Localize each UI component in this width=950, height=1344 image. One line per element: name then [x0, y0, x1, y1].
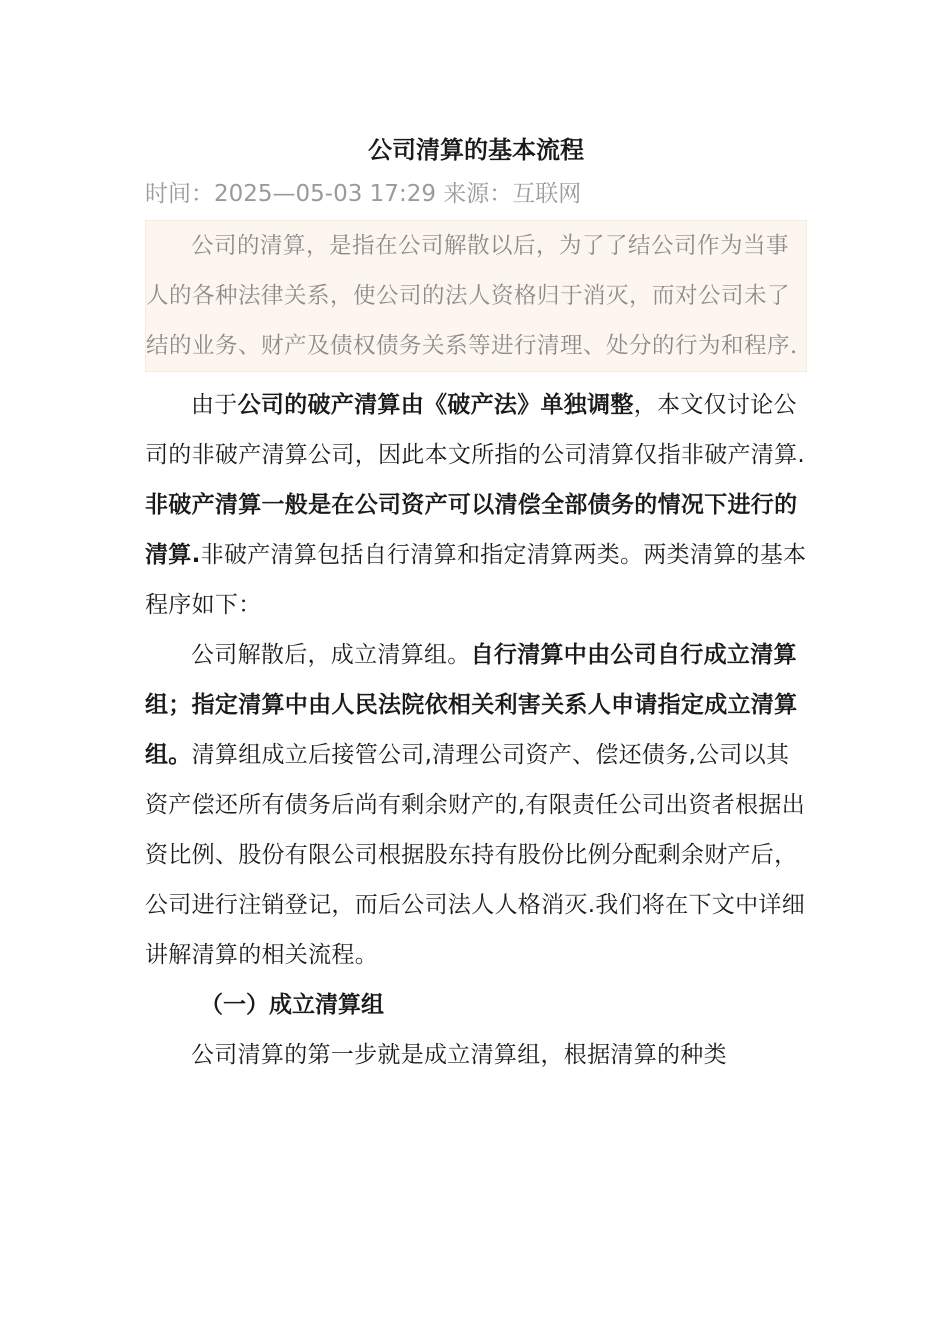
- bold-run: 非破产清算一般是在公司资产可以清偿全部债务的情况下进行的清算.: [145, 492, 798, 568]
- article-summary: 公司的清算，是指在公司解散以后，为了了结公司作为当事人的各种法律关系，使公司的法人资格归于消灭，而对公司未了结的业务、财产及债权债务关系等进行清理、处分的行为和程序.: [145, 220, 807, 372]
- text-run: 公司解散后，成立清算组。: [191, 642, 471, 668]
- text-run: 非破产清算包括自行清算和指定清算两类。两类清算的基本程序如下：: [145, 542, 807, 618]
- text-run: ，本文仅讨论公司的非破产清算公司，因此本文所指的公司清算仅指非破产清算.: [145, 392, 806, 468]
- article-title: 公司清算的基本流程: [368, 136, 584, 164]
- text-run: 清算组成立后接管公司,清理公司资产、偿还债务,公司以其资产偿还所有债务后尚有剩余财产的,有限责任公司出资者根据出资比例、股份有限公司根据股东持有股份比例分配剩余财产后，公司进行注销登记，而后公司法人人格消灭.我们将在下文中详细讲解清算的相关流程。: [145, 742, 806, 968]
- paragraph-section1: 公司清算的第一步就是成立清算组，根据清算的种类: [191, 1042, 727, 1068]
- bold-run: 自行清算中由公司自行成立清算组；指定清算中由人民法院依相关利害关系人申请指定成立清算组。: [145, 642, 798, 768]
- text-run: 由于: [191, 392, 238, 418]
- article-meta: 时间：2025—05-03 17:29 来源：互联网: [145, 181, 582, 207]
- bold-run: 公司的破产清算由《破产法》单独调整: [237, 392, 634, 418]
- section-heading: （一）成立清算组: [200, 992, 384, 1018]
- article: [145, 128, 807, 1080]
- paragraph-intro: [145, 380, 807, 630]
- paragraph-process: [145, 630, 807, 980]
